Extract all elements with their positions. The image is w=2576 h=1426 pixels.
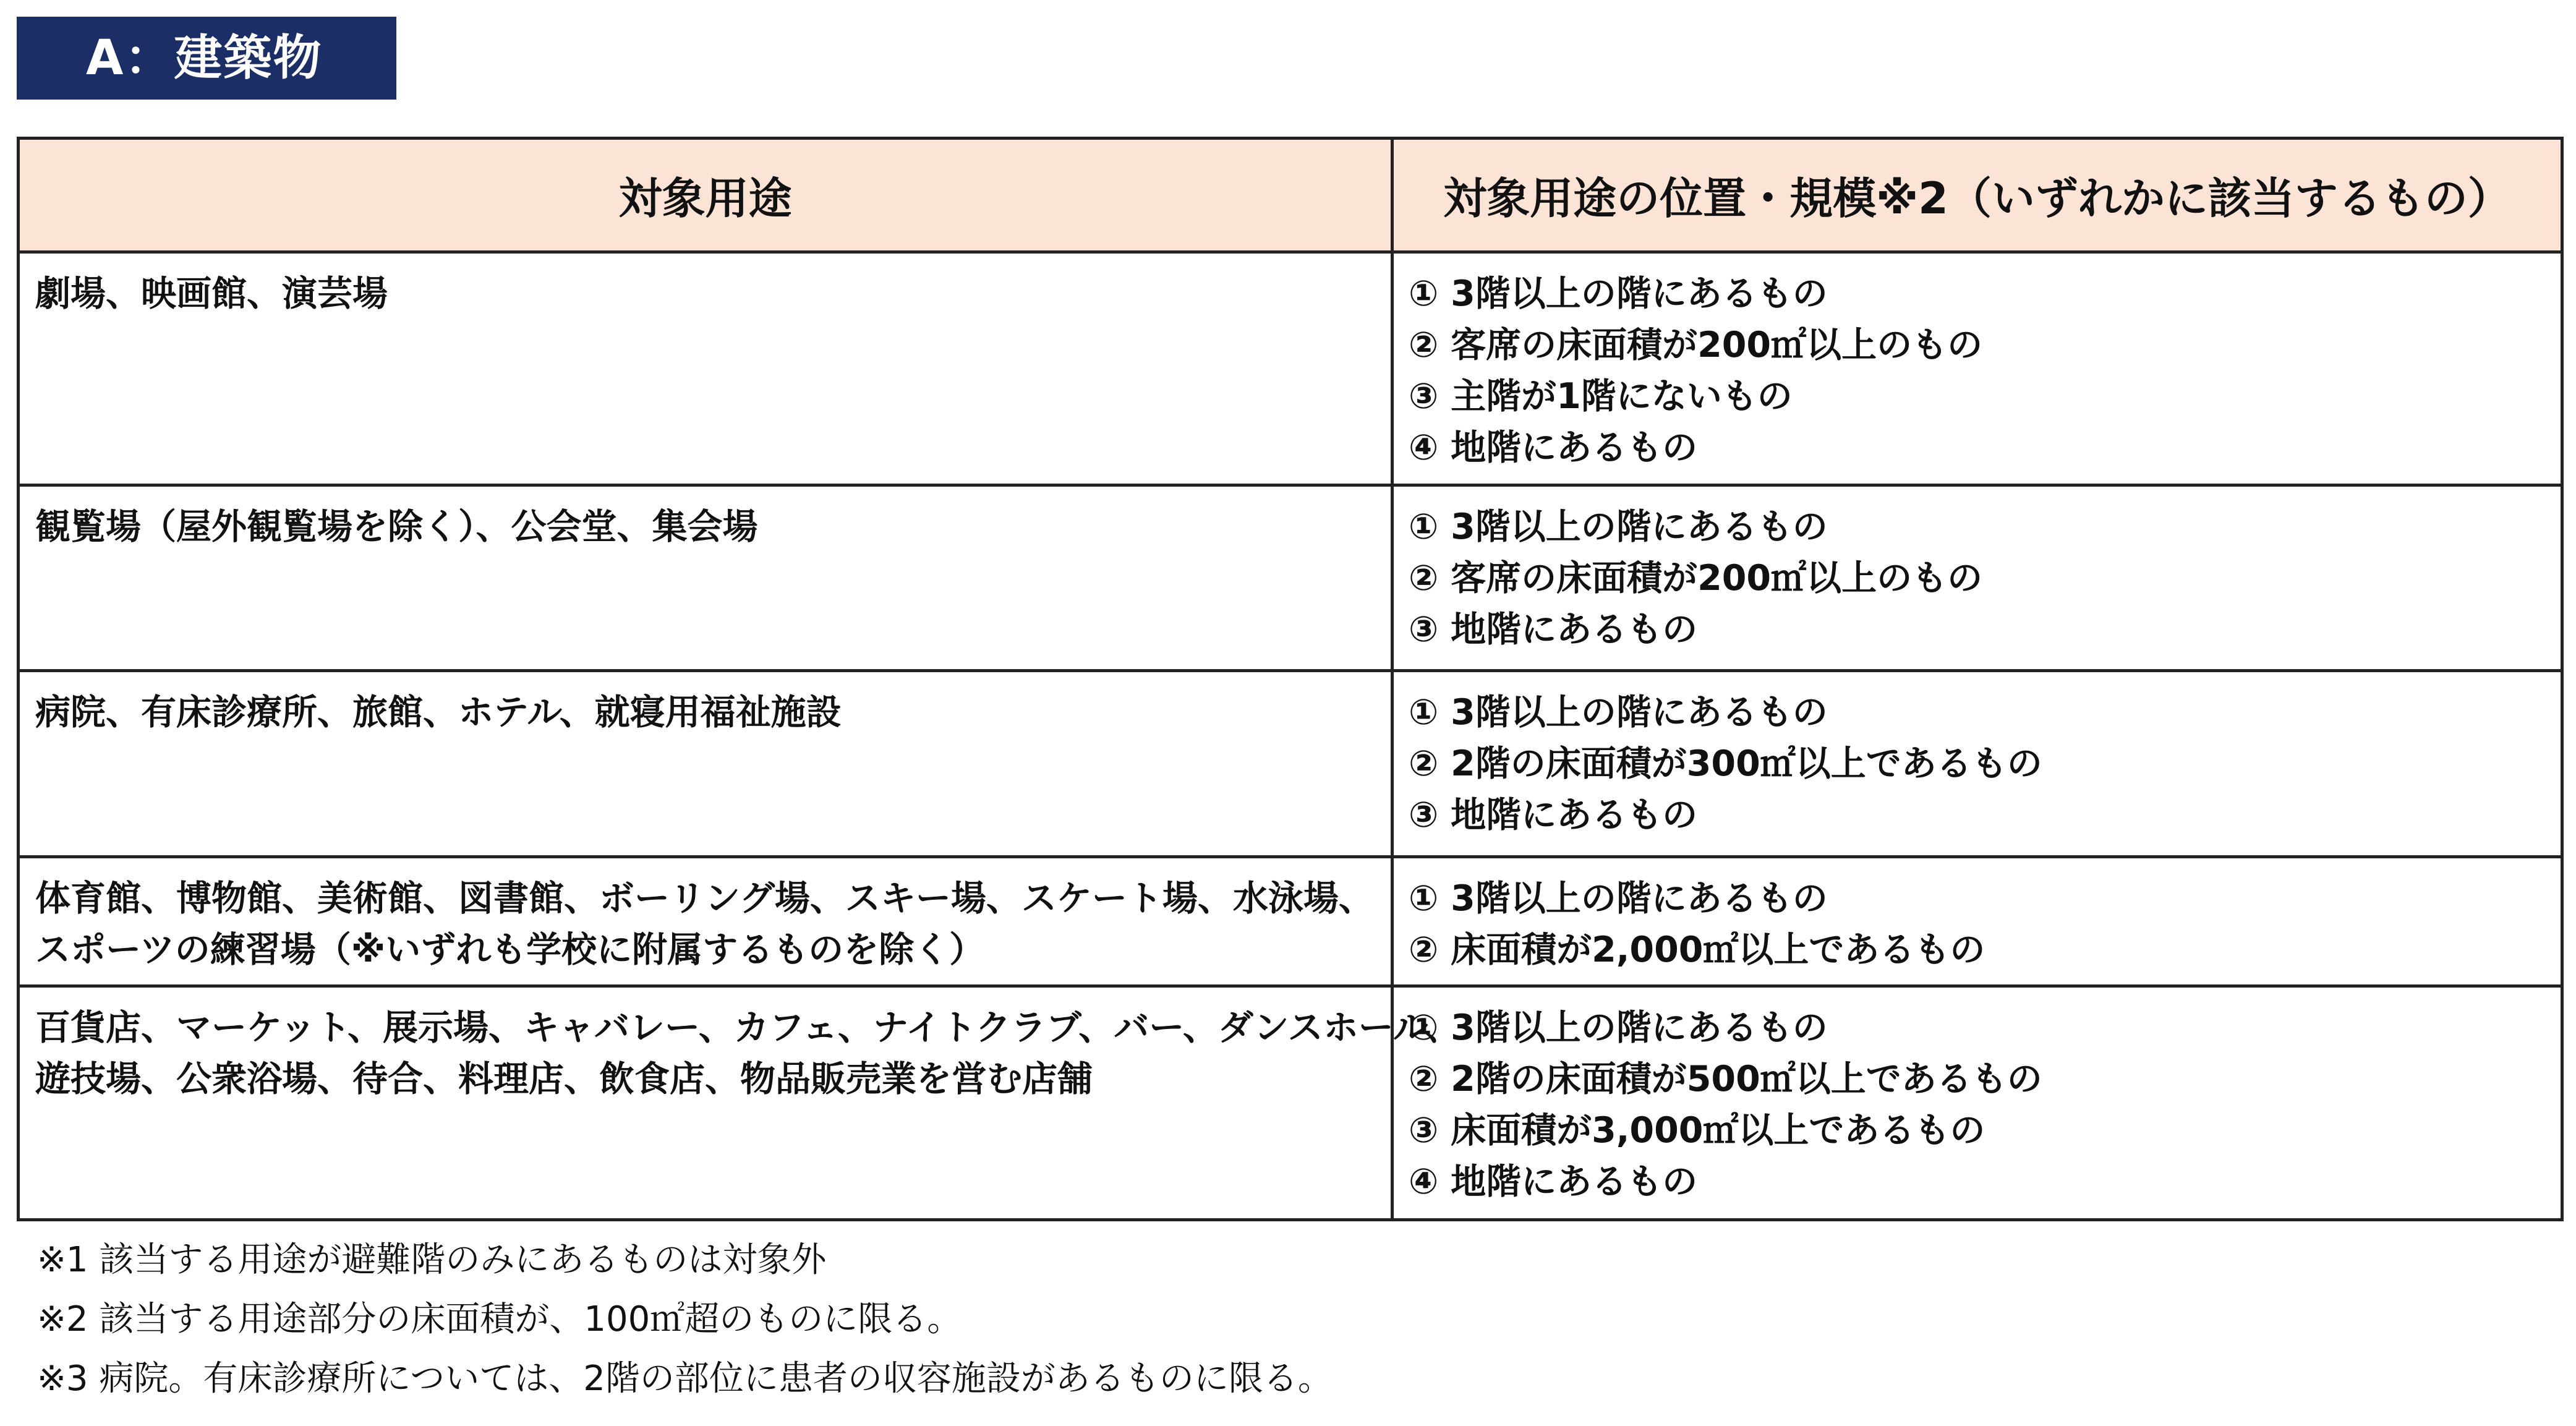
condition-item: ① 3階以上の階にあるもの bbox=[1409, 1007, 1828, 1048]
use-cell bbox=[19, 485, 1392, 671]
condition-cell bbox=[1392, 671, 2562, 857]
use-text: 遊技場、公衆浴場、待合、料理店、飲食店、物品販売業を営む店舗 bbox=[35, 1059, 1093, 1099]
table-row bbox=[19, 857, 2562, 986]
use-text: 病院、有床診療所、旅館、ホテル、就寝用福祉施設 bbox=[35, 692, 842, 733]
footnote-2: ※2 該当する用途部分の床面積が、100㎡超のものに限る。 bbox=[37, 1299, 962, 1339]
condition-cell bbox=[1392, 986, 2562, 1220]
table-row bbox=[19, 252, 2562, 485]
condition-item: ① 3階以上の階にあるもの bbox=[1409, 273, 1828, 314]
condition-item: ② 2階の床面積が500㎡以上であるもの bbox=[1409, 1059, 2042, 1099]
use-text: 体育館、博物館、美術館、図書館、ボーリング場、スキー場、スケート場、水泳場、 bbox=[35, 878, 1374, 919]
section-title: A：建築物 bbox=[17, 17, 396, 100]
footnote-3: ※3 病院。有床診療所については、2階の部位に患者の収容施設があるものに限る。 bbox=[37, 1359, 1333, 1399]
condition-item: ② 客席の床面積が200㎡以上のもの bbox=[1409, 558, 1983, 599]
condition-item: ④ 地階にあるもの bbox=[1409, 1161, 1698, 1202]
table-header-row bbox=[19, 139, 2562, 252]
condition-item: ① 3階以上の階にあるもの bbox=[1409, 506, 1828, 547]
condition-cell bbox=[1392, 485, 2562, 671]
condition-item: ③ 地階にあるもの bbox=[1409, 795, 1698, 835]
use-cell bbox=[19, 986, 1461, 1220]
use-text: 劇場、映画館、演芸場 bbox=[35, 273, 388, 314]
table-row bbox=[19, 671, 2562, 857]
condition-item: ② 床面積が2,000㎡以上であるもの bbox=[1409, 929, 1985, 970]
use-cell bbox=[19, 857, 1392, 986]
header-position-scale: 対象用途の位置・規模※2（いずれかに該当するもの） bbox=[1392, 139, 2562, 252]
use-text: 観覧場（屋外観覧場を除く）、公会堂、集会場 bbox=[35, 506, 758, 547]
condition-cell bbox=[1392, 252, 2562, 485]
condition-item: ① 3階以上の階にあるもの bbox=[1409, 878, 1828, 919]
condition-item: ① 3階以上の階にあるもの bbox=[1409, 692, 1828, 733]
table-row bbox=[19, 986, 2562, 1220]
condition-item: ③ 地階にあるもの bbox=[1409, 609, 1698, 650]
use-text: スポーツの練習場（※いずれも学校に附属するものを除く） bbox=[35, 929, 985, 970]
condition-item: ② 客席の床面積が200㎡以上のもの bbox=[1409, 325, 1983, 365]
condition-item: ③ 床面積が3,000㎡以上であるもの bbox=[1409, 1110, 1985, 1151]
condition-cell bbox=[1392, 857, 2562, 986]
footnote-1: ※1 該当する用途が避難階のみにあるものは対象外 bbox=[37, 1240, 827, 1280]
footnotes bbox=[37, 1231, 1333, 1409]
use-text: 百貨店、マーケット、展示場、キャバレー、カフェ、ナイトクラブ、バー、ダンスホール、 bbox=[35, 1007, 1461, 1048]
condition-item: ③ 主階が1階にないもの bbox=[1409, 376, 1793, 417]
header-target-use: 対象用途 bbox=[19, 139, 1392, 252]
table-row bbox=[19, 485, 2562, 671]
use-cell bbox=[19, 671, 1392, 857]
condition-item: ② 2階の床面積が300㎡以上であるもの bbox=[1409, 743, 2042, 784]
target-use-table bbox=[17, 137, 2564, 1221]
condition-item: ④ 地階にあるもの bbox=[1409, 427, 1698, 468]
use-cell bbox=[19, 252, 1392, 485]
